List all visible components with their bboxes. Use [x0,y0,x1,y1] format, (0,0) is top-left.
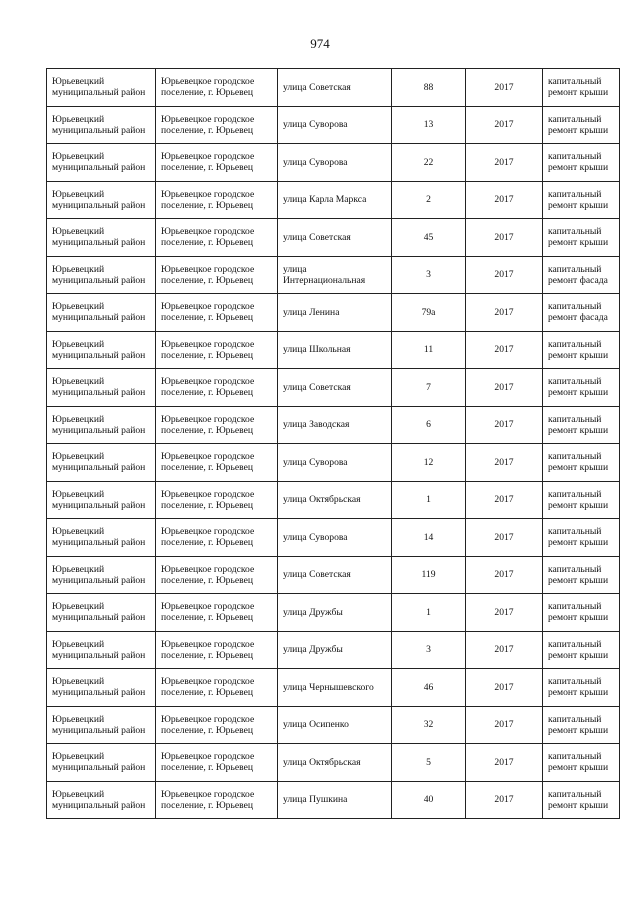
settlement-cell [156,444,278,482]
district-cell [47,444,156,482]
house-number-cell-text: 22 [423,156,434,168]
settlement-cell [156,406,278,444]
year-cell [466,556,543,594]
table-row [47,556,620,594]
year-cell-text: 2017 [494,419,514,431]
street-cell [278,106,392,144]
district-cell-text: Юрьевецкий муниципальный район [52,338,146,361]
work-type-cell [543,444,620,482]
district-cell [47,256,156,294]
settlement-cell-text: Юрьевецкое городское поселение, г. Юрьевец [161,638,255,661]
street-cell-text: улица Школьная [283,344,351,356]
house-number-cell [392,106,466,144]
house-number-cell-text: 7 [426,381,431,393]
work-type-cell-text: капитальный ремонт крыши [548,413,609,436]
house-number-cell-text: 119 [421,569,436,581]
work-type-cell-text: капитальный ремонт крыши [548,376,609,399]
year-cell-text: 2017 [494,156,514,168]
street-cell [278,444,392,482]
settlement-cell-text: Юрьевецкое городское поселение, г. Юрьевец [161,676,255,699]
settlement-cell-text: Юрьевецкое городское поселение, г. Юрьевец [161,263,255,286]
settlement-cell [156,594,278,632]
street-cell [278,706,392,744]
street-cell-text: улица Советская [283,231,351,243]
district-cell-text: Юрьевецкий муниципальный район [52,301,146,324]
year-cell [466,669,543,707]
house-number-cell-text: 11 [423,344,434,356]
table-row [47,331,620,369]
work-type-cell [543,331,620,369]
street-cell-text: улица Советская [283,381,351,393]
table-row [47,106,620,144]
house-number-cell [392,556,466,594]
street-cell-text: улица Суворова [283,156,348,168]
street-cell-text: улица Дружбы [283,606,343,618]
work-type-cell-text: капитальный ремонт крыши [548,188,609,211]
settlement-cell [156,331,278,369]
settlement-cell [156,669,278,707]
street-cell-text: улица Карла Маркса [283,194,367,206]
house-number-cell [392,369,466,407]
street-cell [278,594,392,632]
page-number: 974 [310,36,330,51]
street-cell-text: улица Суворова [283,531,348,543]
district-cell [47,406,156,444]
street-cell-text: улица Октябрьская [283,494,361,506]
year-cell [466,256,543,294]
table-row [47,481,620,519]
work-type-cell-text: капитальный ремонт фасада [548,301,608,324]
settlement-cell [156,181,278,219]
house-number-cell [392,256,466,294]
house-number-cell [392,744,466,782]
table-row [47,181,620,219]
street-cell [278,144,392,182]
year-cell-text: 2017 [494,756,514,768]
work-type-cell [543,706,620,744]
table-row [47,744,620,782]
year-cell [466,631,543,669]
work-type-cell-text: капитальный ремонт крыши [548,113,609,136]
street-cell-text: улица Интернациональная [283,263,366,286]
district-cell-text: Юрьевецкий муниципальный район [52,563,146,586]
house-number-cell [392,181,466,219]
work-type-cell [543,781,620,819]
table-row [47,594,620,632]
street-cell [278,219,392,257]
year-cell [466,369,543,407]
year-cell-text: 2017 [494,606,514,618]
district-cell [47,369,156,407]
work-type-cell-text: капитальный ремонт крыши [548,676,609,699]
district-cell-text: Юрьевецкий муниципальный район [52,113,146,136]
work-type-cell-text: капитальный ремонт крыши [548,451,609,474]
house-number-cell-text: 3 [426,269,431,281]
year-cell-text: 2017 [494,531,514,543]
work-type-cell-text: капитальный ремонт крыши [548,76,609,99]
settlement-cell-text: Юрьевецкое городское поселение, г. Юрьевец [161,563,255,586]
table-row [47,706,620,744]
settlement-cell [156,106,278,144]
district-cell [47,594,156,632]
table-row [47,369,620,407]
year-cell-text: 2017 [494,794,514,806]
table-row [47,519,620,557]
house-number-cell-text: 13 [423,119,434,131]
house-number-cell-text: 88 [423,81,434,93]
district-cell-text: Юрьевецкий муниципальный район [52,488,146,511]
house-number-cell [392,594,466,632]
work-type-cell-text: капитальный ремонт фасада [548,263,608,286]
year-cell-text: 2017 [494,119,514,131]
district-cell [47,519,156,557]
year-cell-text: 2017 [494,269,514,281]
house-number-cell [392,781,466,819]
house-number-cell [392,444,466,482]
table-row [47,406,620,444]
settlement-cell [156,744,278,782]
work-type-cell [543,594,620,632]
work-type-cell [543,556,620,594]
street-cell [278,781,392,819]
street-cell [278,181,392,219]
table-row [47,444,620,482]
district-cell [47,181,156,219]
street-cell-text: улица Осипенко [283,719,349,731]
street-cell [278,631,392,669]
settlement-cell-text: Юрьевецкое городское поселение, г. Юрьевец [161,601,255,624]
work-type-cell [543,406,620,444]
house-number-cell [392,481,466,519]
house-number-cell [392,706,466,744]
year-cell [466,294,543,332]
house-number-cell [392,294,466,332]
district-cell [47,781,156,819]
district-cell [47,706,156,744]
year-cell-text: 2017 [494,306,514,318]
settlement-cell-text: Юрьевецкое городское поселение, г. Юрьевец [161,413,255,436]
street-cell [278,256,392,294]
year-cell-text: 2017 [494,719,514,731]
street-cell-text: улица Советская [283,81,351,93]
year-cell [466,744,543,782]
district-cell-text: Юрьевецкий муниципальный район [52,713,146,736]
house-number-cell-text: 6 [426,419,431,431]
settlement-cell-text: Юрьевецкое городское поселение, г. Юрьевец [161,526,255,549]
year-cell-text: 2017 [494,231,514,243]
house-number-cell [392,631,466,669]
work-type-cell-text: капитальный ремонт крыши [548,751,609,774]
year-cell-text: 2017 [494,194,514,206]
settlement-cell [156,706,278,744]
work-type-cell-text: капитальный ремонт крыши [548,788,609,811]
table-body [47,69,620,819]
street-cell-text: улица Чернышевского [283,681,374,693]
district-cell [47,69,156,107]
district-cell-text: Юрьевецкий муниципальный район [52,263,146,286]
district-cell-text: Юрьевецкий муниципальный район [52,638,146,661]
district-cell [47,669,156,707]
work-type-cell [543,69,620,107]
street-cell-text: улица Суворова [283,119,348,131]
district-cell-text: Юрьевецкий муниципальный район [52,451,146,474]
settlement-cell [156,781,278,819]
street-cell-text: улица Октябрьская [283,756,361,768]
district-cell-text: Юрьевецкий муниципальный район [52,188,146,211]
district-cell [47,106,156,144]
work-type-cell-text: капитальный ремонт крыши [548,713,609,736]
settlement-cell-text: Юрьевецкое городское поселение, г. Юрьевец [161,151,255,174]
settlement-cell-text: Юрьевецкое городское поселение, г. Юрьевец [161,788,255,811]
repair-registry-table [46,68,620,819]
work-type-cell [543,744,620,782]
district-cell [47,744,156,782]
settlement-cell-text: Юрьевецкое городское поселение, г. Юрьевец [161,188,255,211]
year-cell [466,331,543,369]
year-cell [466,706,543,744]
settlement-cell-text: Юрьевецкое городское поселение, г. Юрьевец [161,301,255,324]
settlement-cell-text: Юрьевецкое городское поселение, г. Юрьевец [161,113,255,136]
table-row [47,144,620,182]
year-cell-text: 2017 [494,644,514,656]
street-cell [278,331,392,369]
house-number-cell-text: 45 [423,231,434,243]
settlement-cell-text: Юрьевецкое городское поселение, г. Юрьевец [161,713,255,736]
house-number-cell [392,519,466,557]
house-number-cell [392,144,466,182]
year-cell [466,444,543,482]
settlement-cell [156,369,278,407]
settlement-cell-text: Юрьевецкое городское поселение, г. Юрьевец [161,751,255,774]
year-cell-text: 2017 [494,456,514,468]
street-cell-text: улица Заводская [283,419,350,431]
house-number-cell [392,669,466,707]
house-number-cell-text: 32 [423,719,434,731]
settlement-cell [156,556,278,594]
settlement-cell-text: Юрьевецкое городское поселение, г. Юрьевец [161,226,255,249]
work-type-cell-text: капитальный ремонт крыши [548,526,609,549]
settlement-cell [156,519,278,557]
table-row [47,781,620,819]
settlement-cell [156,219,278,257]
work-type-cell [543,669,620,707]
district-cell-text: Юрьевецкий муниципальный район [52,226,146,249]
district-cell [47,144,156,182]
house-number-cell [392,331,466,369]
table-row [47,69,620,107]
year-cell [466,406,543,444]
settlement-cell-text: Юрьевецкое городское поселение, г. Юрьевец [161,488,255,511]
year-cell [466,106,543,144]
year-cell-text: 2017 [494,381,514,393]
house-number-cell-text: 14 [423,531,434,543]
settlement-cell [156,144,278,182]
street-cell-text: улица Суворова [283,456,348,468]
street-cell [278,669,392,707]
year-cell [466,144,543,182]
settlement-cell [156,294,278,332]
work-type-cell-text: капитальный ремонт крыши [548,488,609,511]
settlement-cell [156,481,278,519]
work-type-cell [543,181,620,219]
work-type-cell-text: капитальный ремонт крыши [548,226,609,249]
table-row [47,219,620,257]
settlement-cell-text: Юрьевецкое городское поселение, г. Юрьевец [161,376,255,399]
street-cell [278,69,392,107]
house-number-cell-text: 1 [426,494,431,506]
work-type-cell [543,519,620,557]
district-cell-text: Юрьевецкий муниципальный район [52,751,146,774]
settlement-cell [156,631,278,669]
year-cell [466,481,543,519]
street-cell [278,369,392,407]
settlement-cell-text: Юрьевецкое городское поселение, г. Юрьевец [161,451,255,474]
settlement-cell-text: Юрьевецкое городское поселение, г. Юрьевец [161,338,255,361]
district-cell [47,481,156,519]
district-cell [47,556,156,594]
district-cell-text: Юрьевецкий муниципальный район [52,526,146,549]
settlement-cell-text: Юрьевецкое городское поселение, г. Юрьевец [161,76,255,99]
district-cell-text: Юрьевецкий муниципальный район [52,676,146,699]
house-number-cell [392,219,466,257]
work-type-cell-text: капитальный ремонт крыши [548,601,609,624]
house-number-cell-text: 2 [426,194,431,206]
work-type-cell [543,369,620,407]
work-type-cell [543,144,620,182]
house-number-cell [392,406,466,444]
table-row [47,669,620,707]
year-cell-text: 2017 [494,681,514,693]
table-row [47,631,620,669]
district-cell-text: Юрьевецкий муниципальный район [52,601,146,624]
district-cell [47,631,156,669]
street-cell-text: улица Ленина [283,306,340,318]
street-cell [278,294,392,332]
year-cell [466,219,543,257]
work-type-cell-text: капитальный ремонт крыши [548,563,609,586]
street-cell [278,519,392,557]
work-type-cell-text: капитальный ремонт крыши [548,151,609,174]
house-number-cell-text: 1 [426,606,431,618]
house-number-cell-text: 12 [423,456,434,468]
street-cell [278,556,392,594]
street-cell [278,481,392,519]
district-cell-text: Юрьевецкий муниципальный район [52,151,146,174]
year-cell [466,781,543,819]
year-cell-text: 2017 [494,344,514,356]
district-cell [47,219,156,257]
year-cell [466,519,543,557]
work-type-cell [543,294,620,332]
work-type-cell [543,481,620,519]
settlement-cell [156,69,278,107]
street-cell-text: улица Советская [283,569,351,581]
house-number-cell-text: 3 [426,644,431,656]
district-cell-text: Юрьевецкий муниципальный район [52,76,146,99]
year-cell-text: 2017 [494,569,514,581]
settlement-cell [156,256,278,294]
year-cell [466,181,543,219]
house-number-cell-text: 5 [426,756,431,768]
district-cell-text: Юрьевецкий муниципальный район [52,376,146,399]
street-cell-text: улица Дружбы [283,644,343,656]
work-type-cell [543,106,620,144]
street-cell-text: улица Пушкина [283,794,348,806]
work-type-cell-text: капитальный ремонт крыши [548,338,609,361]
district-cell [47,294,156,332]
year-cell-text: 2017 [494,81,514,93]
year-cell [466,69,543,107]
house-number-cell-text: 46 [423,681,434,693]
district-cell-text: Юрьевецкий муниципальный район [52,788,146,811]
year-cell [466,594,543,632]
house-number-cell [392,69,466,107]
table-row [47,294,620,332]
table-row [47,256,620,294]
work-type-cell [543,256,620,294]
street-cell [278,744,392,782]
house-number-cell-text: 79а [421,306,436,318]
district-cell-text: Юрьевецкий муниципальный район [52,413,146,436]
work-type-cell-text: капитальный ремонт крыши [548,638,609,661]
work-type-cell [543,631,620,669]
house-number-cell-text: 40 [423,794,434,806]
district-cell [47,331,156,369]
year-cell-text: 2017 [494,494,514,506]
work-type-cell [543,219,620,257]
street-cell [278,406,392,444]
